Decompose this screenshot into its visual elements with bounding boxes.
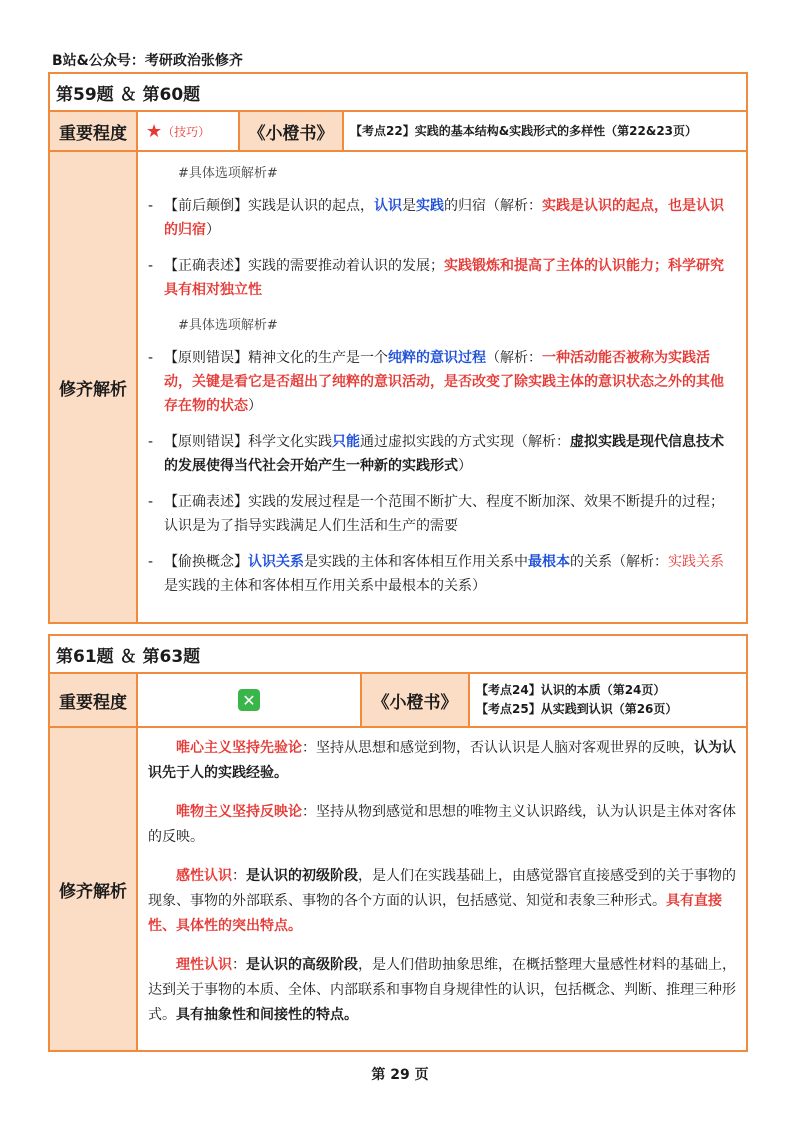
question-block-61-63 bbox=[48, 634, 748, 1052]
knowledge-point: 【考点25】从实践到认识（第26页） bbox=[476, 702, 678, 716]
skill-tag: （技巧） bbox=[162, 124, 211, 139]
sub-heading: #具体选项解析# bbox=[178, 318, 278, 333]
list-item: - 【正确表述】实践的发展过程是一个范围不断扩大、程度不断加深、效果不断提升的过程；认识是为了指导实践满足人们生活和生产的需要 bbox=[148, 494, 724, 534]
paragraph: 唯心主义坚持先验论：坚持从思想和感觉到物，否认认识是人脑对客观世界的反映，认为认识先于人的实践经验。 bbox=[148, 740, 736, 781]
importance-row bbox=[50, 112, 746, 152]
analysis-label: 修齐解析 bbox=[50, 728, 138, 1050]
importance-value bbox=[138, 112, 240, 150]
knowledge-points bbox=[470, 674, 746, 726]
importance-value bbox=[138, 674, 362, 726]
star-icon: ★ bbox=[146, 120, 163, 142]
block-title: 第59题 ＆ 第60题 bbox=[50, 74, 746, 112]
paragraph: 理性认识：是认识的高级阶段，是人们借助抽象思维，在概括整理大量感性材料的基础上，达到关于事物的本质、全体、内部联系和事物自身规律性的认识，包括概念、判断、推理三种形式。具有抽象性和间接性的特点。 bbox=[148, 957, 736, 1023]
block-title: 第61题 ＆ 第63题 bbox=[50, 636, 746, 674]
paragraph: 感性认识：是认识的初级阶段，是人们在实践基础上，由感觉器官直接感受到的关于事物的现象、事物的外部联系、事物的各个方面的认识，包括感觉、知觉和表象三种形式。具有直接性、具体性的突出特点。 bbox=[148, 868, 736, 934]
book-name: 《小橙书》 bbox=[240, 112, 344, 150]
analysis-content bbox=[138, 152, 746, 622]
cross-mark-icon: ✕ bbox=[238, 689, 260, 711]
list-item: - 【偷换概念】认识关系是实践的主体和客体相互作用关系中最根本的关系（解析：实践关系是实践的主体和客体相互作用关系中最根本的关系） bbox=[148, 554, 724, 594]
importance-label: 重要程度 bbox=[50, 674, 138, 726]
knowledge-point: 【考点22】实践的基本结构&实践形式的多样性（第22&23页） bbox=[350, 123, 698, 138]
knowledge-point: 【考点24】认识的本质（第24页） bbox=[476, 683, 666, 697]
list-item: - 【正确表述】实践的需要推动着认识的发展；实践锻炼和提高了主体的认识能力；科学研究具有相对独立性 bbox=[148, 258, 724, 298]
question-block-59-60 bbox=[48, 72, 748, 624]
list-item: - 【原则错误】科学文化实践只能通过虚拟实践的方式实现（解析：虚拟实践是现代信息技术的发展使得当代社会开始产生一种新的实践形式） bbox=[148, 434, 724, 474]
importance-label: 重要程度 bbox=[50, 112, 138, 150]
paragraph: 唯物主义坚持反映论：坚持从物到感觉和思想的唯物主义认识路线，认为认识是主体对客体的反映。 bbox=[148, 804, 736, 845]
list-item: - 【原则错误】精神文化的生产是一个纯粹的意识过程（解析：一种活动能否被称为实践活动，关键是看它是否超出了纯粹的意识活动，是否改变了除实践主体的意识状态之外的其他存在物的状态） bbox=[148, 350, 724, 414]
importance-row bbox=[50, 674, 746, 728]
analysis-row bbox=[50, 728, 746, 1050]
book-name: 《小橙书》 bbox=[362, 674, 470, 726]
page-number: 第 29 页 bbox=[371, 1067, 429, 1083]
list-item: - 【前后颠倒】实践是认识的起点，认识是实践的归宿（解析：实践是认识的起点，也是认识的归宿） bbox=[148, 198, 724, 238]
analysis-label: 修齐解析 bbox=[50, 152, 138, 622]
sub-heading: #具体选项解析# bbox=[178, 166, 278, 181]
analysis-content bbox=[138, 728, 746, 1050]
page-header: B站&公众号：考研政治张修齐 bbox=[52, 53, 243, 69]
analysis-row bbox=[50, 152, 746, 622]
